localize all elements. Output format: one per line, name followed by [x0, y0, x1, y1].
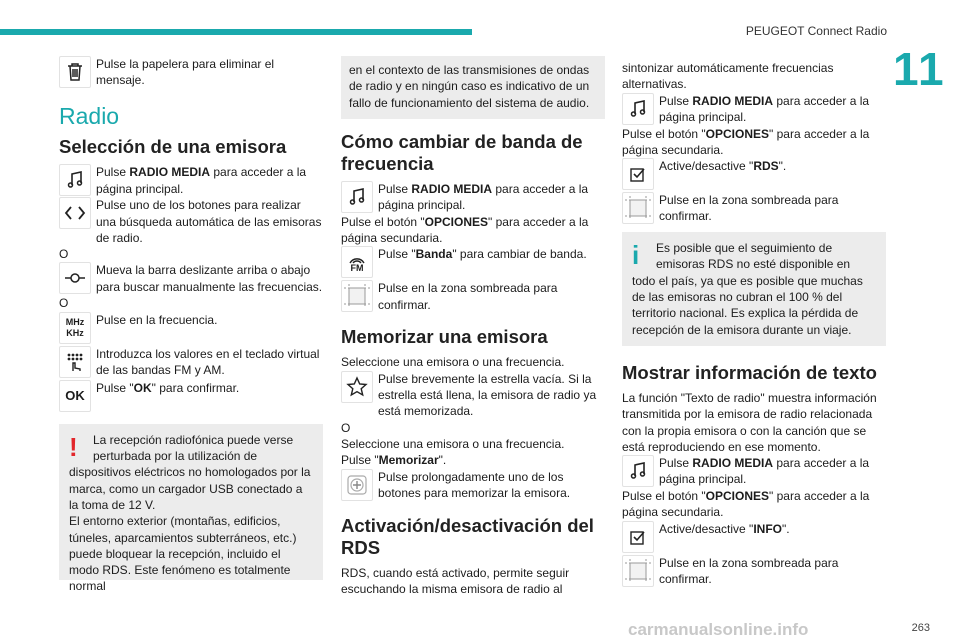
shaded-zone-icon	[341, 280, 373, 312]
step-frequency: MHz KHz Pulse en la frecuencia.	[59, 312, 323, 346]
step-radio-media: Pulse RADIO MEDIA para acceder a la página principal.	[59, 164, 323, 197]
column-3: sintonizar automáticamente frecuencias alternativas. Pulse RADIO MEDIA para acceder a la página principal. Pulse el botón "OPCIONES" para acceder a la página secundaria. Active/desactive "RDS". Pulse en la zona sombreada para confirmar. i Es posible que el seguimiento de emisoras RDS no esté disponible en todo el país, ya que es posible que muchas de las emisoras no cubran el 100 % del territorio nacional. Es explica la pérdida de recepción de la emisora durante un viaje. Mostrar información de texto La función "Texto de radio" muestra información transmitida por la emisora de radio relacionada con la propia emisora o con la canción que se está reproduciendo en ese momento. Pulse RADIO MEDIA para acceder a la página principal. Pulse el botón "OPCIONES" para acceder a la página secundaria. Active/desactive "INFO". Pulse en la zona sombreada para confirmar.	[622, 56, 886, 589]
step-band-radio-media: Pulse RADIO MEDIA para acceder a la página principal.	[341, 181, 605, 214]
music-note-icon	[59, 164, 91, 196]
step-rds-radio-media: Pulse RADIO MEDIA para acceder a la página principal.	[622, 93, 886, 126]
page-number: 263	[911, 622, 930, 634]
watermark: carmanualsonline.info	[628, 620, 809, 639]
chapter-number: 11	[893, 43, 946, 95]
info-icon: i	[632, 240, 640, 271]
music-note-icon	[341, 181, 373, 213]
shaded-zone-icon	[622, 192, 654, 224]
music-note-icon	[622, 455, 654, 487]
column-1	[59, 56, 323, 594]
chevrons-left-right-icon	[59, 197, 91, 229]
column-2: en el contexto de las transmisiones de ondas de radio y en ningún caso es indicativo de un fallo de funcionamiento del sistema de audio. Cómo cambiar de banda de frecuencia Pulse RADIO MEDIA para acceder a la página principal. Pulse el botón "OPCIONES" para acceder a la página secundaria. FM Pulse "Banda" para cambiar de banda. Pulse en la zona sombreada para confirmar. Memorizar una emisora Seleccione una emisora o una frecuencia. Pulse brevemente la estrella vacía. Si la estrella está llena, la emisora de radio ya está memorizada. O Seleccione una emisora o una frecuencia. Pulse "Memorizar". Pulse prolongadamente uno de los botones para memorizar la emisora. Activación/desactivación del RDS RDS, cuando está activado, permite seguir escuchando la misma emisora de radio al	[341, 56, 605, 597]
ok-icon: OK	[59, 380, 91, 412]
step-auto-search: Pulse uno de los botones para realizar una búsqueda automática de las emisoras de radio.	[59, 197, 323, 246]
step-info-toggle: Active/desactive "INFO".	[622, 521, 886, 555]
heading-change-band: Cómo cambiar de banda de frecuencia	[341, 130, 583, 174]
warning-icon: !	[69, 431, 78, 462]
trash-icon	[59, 56, 91, 88]
shaded-zone-icon	[622, 555, 654, 587]
step-keypad: Introduzca los valores en el teclado virtual de las bandas FM y AM.	[59, 346, 323, 380]
warning-notice-continued: en el contexto de las transmisiones de ondas de radio y en ningún caso es indicativo de un fallo de funcionamiento del sistema de audio.	[341, 56, 605, 119]
info-notice: i Es posible que el seguimiento de emisoras RDS no esté disponible en todo el país, ya que es posible que muchas de las emisoras no cubran el 100 % del territorio nacional. Es explica la pérdida de recepción de la emisora durante un viaje.	[622, 232, 886, 346]
step-text-radio-media: Pulse RADIO MEDIA para acceder a la página principal.	[622, 455, 886, 488]
step-rds-confirm: Pulse en la zona sombreada para confirmar.	[622, 192, 886, 226]
trash-step	[59, 56, 323, 90]
step-star: Pulse brevemente la estrella vacía. Si la estrella está llena, la emisora de radio ya está memorizada.	[341, 371, 605, 420]
header-title: PEUGEOT Connect Radio	[745, 24, 887, 38]
step-info-confirm: Pulse en la zona sombreada para confirmar.	[622, 555, 886, 589]
step-band-confirm: Pulse en la zona sombreada para confirmar.	[341, 280, 605, 314]
mhz-khz-icon: MHz KHz	[59, 312, 91, 344]
checkbox-icon	[622, 158, 654, 190]
slider-icon	[59, 262, 91, 294]
star-icon	[341, 371, 373, 403]
add-memory-icon	[341, 469, 373, 501]
checkbox-icon	[622, 521, 654, 553]
or-text-2: O	[59, 296, 69, 311]
trash-text: Pulse la papelera para eliminar el mensaje.	[96, 57, 275, 88]
header-bar	[0, 29, 472, 35]
heading-rds: Activación/desactivación del RDS	[341, 514, 594, 558]
heading-memorize: Memorizar una emisora	[341, 326, 548, 348]
step-rds-toggle: Active/desactive "RDS".	[622, 158, 886, 192]
step-slider: Mueva la barra deslizante arriba o abajo para buscar manualmente las frecuencias.	[59, 262, 323, 295]
section-title: Radio	[59, 103, 120, 129]
fm-radio-icon: FM	[341, 246, 373, 278]
heading-select-station: Selección de una emisora	[59, 136, 287, 158]
step-long-press: Pulse prolongadamente uno de los botones para memorizar la emisora.	[341, 469, 605, 503]
keypad-icon	[59, 346, 91, 378]
music-note-icon	[622, 93, 654, 125]
step-band: FM Pulse "Banda" para cambiar de banda.	[341, 246, 605, 280]
step-ok: OK Pulse "OK" para confirmar.	[59, 380, 323, 414]
warning-notice: ! La recepción radiofónica puede verse perturbada por la utilización de dispositivos eléctricos no homologados por la marca, como un cargador USB conectado a la toma de 12 V. El entorno exterior (montañas, edificios, túneles, aparcamientos subterráneos, etc.) puede bloquear la recepción, incluido el modo RDS. Este fenómeno es totalmente normal	[59, 424, 323, 580]
heading-text-info: Mostrar información de texto	[622, 361, 877, 383]
or-text: O	[59, 247, 69, 262]
